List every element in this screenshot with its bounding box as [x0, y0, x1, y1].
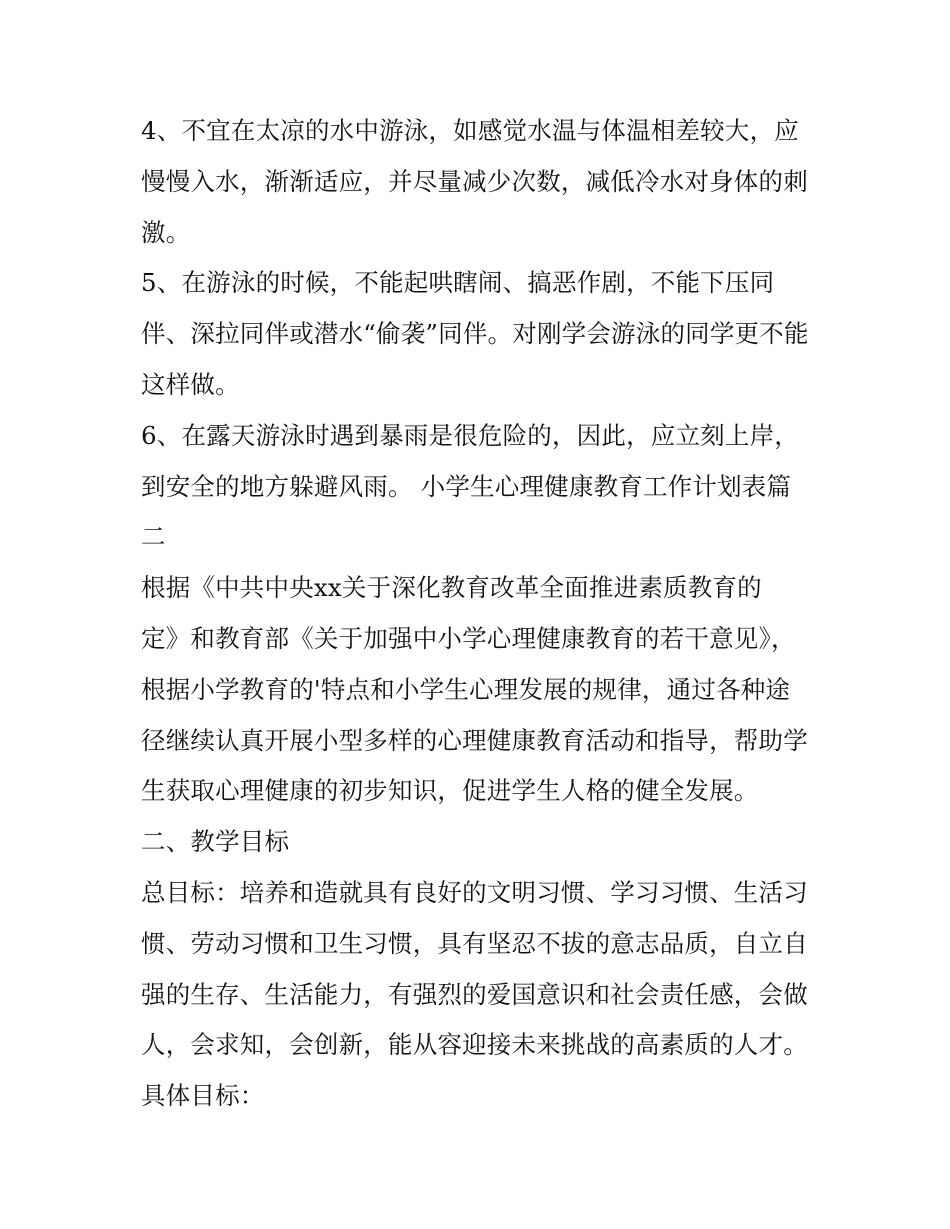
text-line-13: 径继续认真开展小型多样的心理健康教育活动和指导，帮助学	[141, 725, 808, 755]
text-line-20: 具体目标：	[141, 1081, 265, 1111]
text-line-5: 伴、深拉同伴或潜水“偷袭”同伴。对刚学会游泳的同学更不能	[141, 319, 809, 349]
text-line-18: 强的生存、生活能力，有强烈的爱国意识和社会责任感，会做	[141, 979, 808, 1009]
text-line-7: 6、在露天游泳时遇到暴雨是很危险的，因此，应立刻上岸，	[141, 420, 799, 450]
text-line-8: 到安全的地方躲避风雨。 小学生心理健康教育工作计划表篇	[141, 471, 792, 501]
text-line-16: 总目标：培养和造就具有良好的文明习惯、学习习惯、生活习	[141, 877, 808, 907]
text-line-3: 激。	[141, 217, 191, 247]
text-line-6: 这样做。	[141, 369, 240, 399]
text-line-17: 惯、劳动习惯和卫生习惯，具有坚忍不拔的意志品质，自立自	[141, 928, 808, 958]
text-line-4: 5、在游泳的时候，不能起哄瞎闹、搞恶作剧，不能下压同	[141, 268, 775, 298]
text-line-2: 慢慢入水，渐渐适应，并尽量减少次数，减低冷水对身体的刺	[141, 166, 808, 196]
text-line-19: 人，会求知，会创新，能从容迎接未来挑战的高素质的人才。	[141, 1030, 808, 1060]
text-line-14: 生获取心理健康的初步知识，促进学生人格的健全发展。	[141, 776, 759, 806]
section-heading-teaching-goals: 二、教学目标	[141, 827, 290, 857]
text-line-11: 定》和教育部《关于加强中小学心理健康教育的若干意见》，	[141, 623, 796, 653]
text-line-12: 根据小学教育的'特点和小学生心理发展的规律，通过各种途	[141, 674, 791, 704]
text-line-1: 4、不宜在太凉的水中游泳，如感觉水温与体温相差较大，应	[141, 116, 799, 145]
text-line-10: 根据《中共中央xx关于深化教育改革全面推进素质教育的	[141, 573, 762, 603]
text-line-9: 二	[141, 522, 166, 552]
document-body	[141, 106, 821, 1122]
